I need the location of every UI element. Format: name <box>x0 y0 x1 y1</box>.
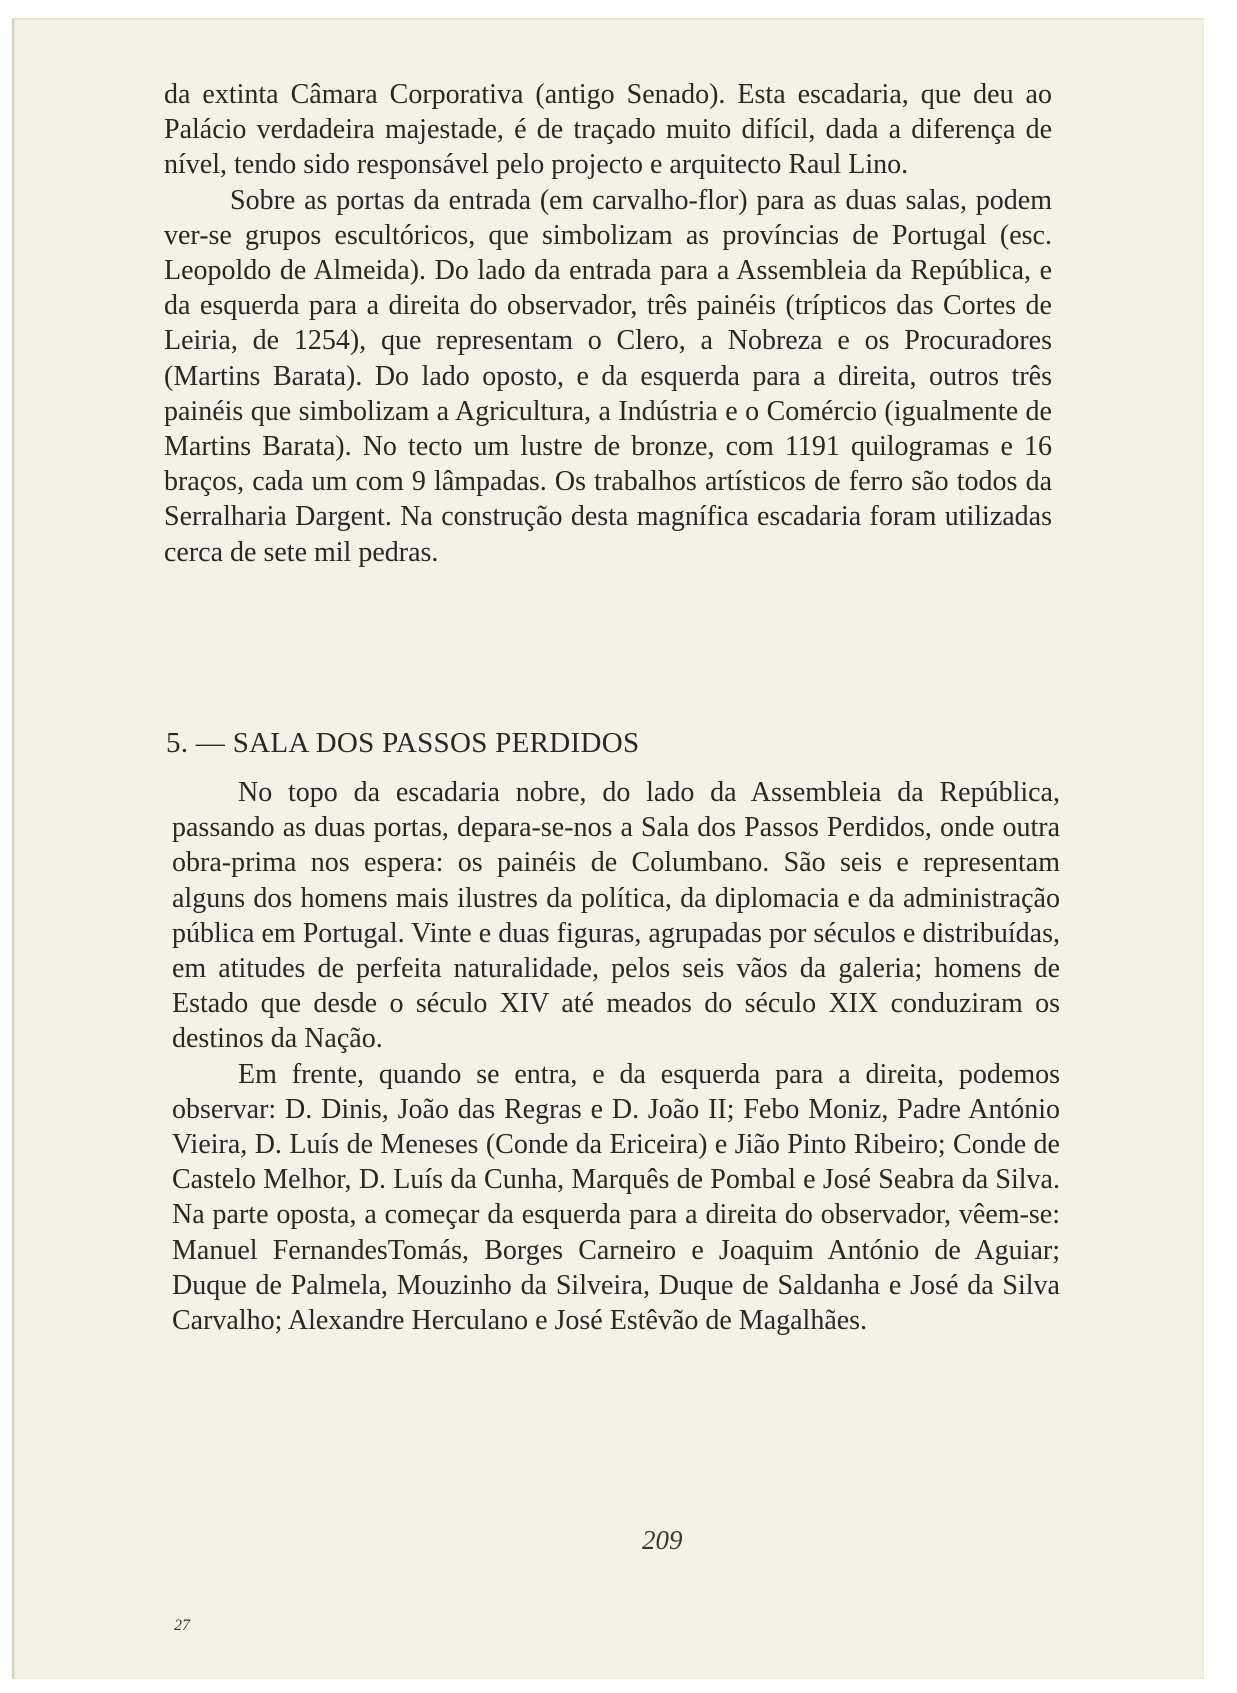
page-number: 209 <box>642 1525 683 1555</box>
paragraph-sala-passos-perdidos: No topo da escadaria nobre, do lado da Assembleia da República, passando as duas portas, depara-se-nos a Sala dos Passos Perdidos, onde outra obra-prima nos espera: os painéis de Columbano. São seis e representam alguns dos homens mais ilustres da política, da diplomacia e da administração pública em Portugal. Vinte e duas figuras, agrupadas por séculos e distribuídas, em atitudes de perfeita naturalidade, pelos seis vãos da galeria; homens de Estado que desde o século XIV até meados do século XIX conduziram os destinos da Nação. <box>172 777 1060 1055</box>
document-page <box>12 18 1204 1679</box>
section-heading: 5. — SALA DOS PASSOS PERDIDOS <box>166 727 640 759</box>
text-block-top <box>164 77 1052 570</box>
paragraph-figures-list: Em frente, quando se entra, e da esquerda para a direita, podemos observar: D. Dinis, João das Regras e D. João II; Febo Moniz, Padre António Vieira, D. Luís de Meneses (Conde da Ericeira) e Jião Pinto Ribeiro; Conde de Castelo Melhor, D. Luís da Cunha, Marquês de Pombal e José Seabra da Silva. Na parte oposta, a começar da esquerda para a direita do observador, vêem-se: Manuel FernandesTomás, Borges Carneiro e Joaquim António de Aguiar; Duque de Palmela, Mouzinho da Silveira, Duque de Saldanha e José da Silva Carvalho; Alexandre Herculano e José Estêvão de Magalhães. <box>172 1058 1060 1337</box>
paragraph-sculptures: Sobre as portas da entrada (em carvalho-flor) para as duas salas, podem ver-se grupos escultóricos, que simbolizam as províncias de Portugal (esc. Leopoldo de Almeida). Do lado da entrada para a Assembleia da República, e da esquerda para a direita do observador, três painéis (trípticos das Cortes de Leiria, de 1254), que representam o Clero, a Nobreza e os Procuradores (Martins Barata). Do lado oposto, e da esquerda para a direita, outros três painéis que simbolizam a Agricultura, a Indústria e o Comércio (igualmente de Martins Barata). No tecto um lustre de bronze, com 1191 quilogramas e 16 braços, cada um com 9 lâmpadas. Os trabalhos artísticos de ferro são todos da Serralharia Dargent. Na construção desta magnífica escadaria foram utilizadas cerca de sete mil pedras. <box>164 184 1052 568</box>
paragraph-continuation: da extinta Câmara Corporativa (antigo Senado). Esta escadaria, que deu ao Palácio verdadeira majestade, é de traçado muito difícil, dada a diferença de nível, tendo sido responsável pelo projecto e arquitecto Raul Lino. <box>164 79 1052 181</box>
signature-mark: 27 <box>174 1617 190 1634</box>
text-block-bottom <box>172 775 1060 1338</box>
